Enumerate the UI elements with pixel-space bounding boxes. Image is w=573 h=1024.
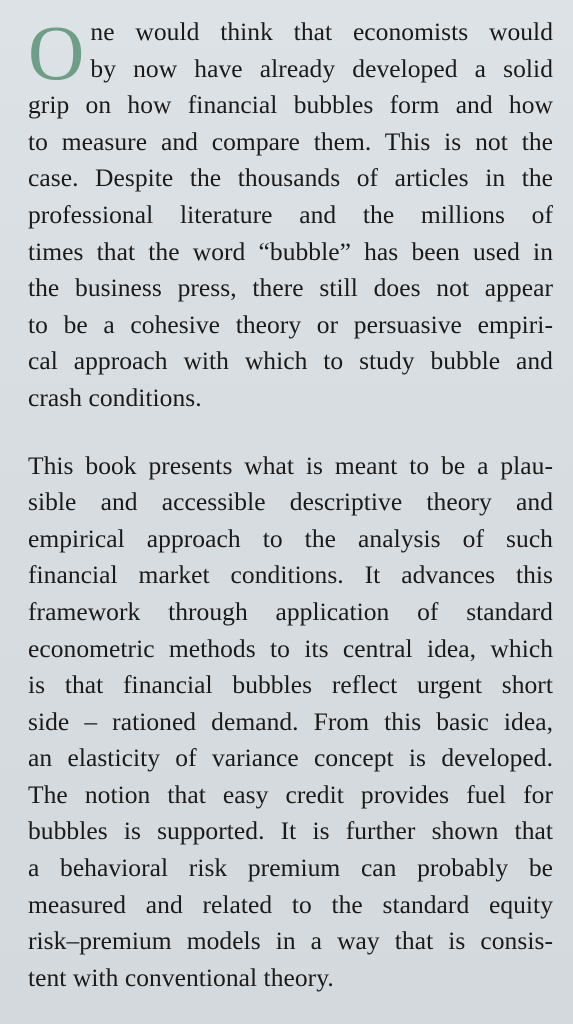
text-line: to be a cohesive theory or persuasive empiri- (28, 309, 553, 339)
text-line: cal approach with which to study bubble and (28, 346, 553, 376)
drop-cap-letter: O (28, 9, 85, 96)
text-line: professional literature and the millions of (28, 199, 553, 229)
text-line: grip on how financial bubbles form and how (28, 90, 553, 120)
text-line: an elasticity of variance concept is developed. (28, 743, 553, 773)
text-line: The notion that easy credit provides fuel for (28, 779, 553, 809)
text-line: This book presents what is meant to be a plau- (28, 450, 553, 480)
text-line: case. Despite the thousands of articles in the (28, 163, 553, 193)
text-line: by now have already developed a solid (90, 53, 553, 83)
text-line: crash conditions. (28, 382, 202, 412)
text-line: empirical approach to the analysis of such (28, 523, 553, 553)
text-line: framework through application of standard (28, 596, 553, 626)
text-line: to measure and compare them. This is not the (28, 126, 553, 156)
paragraph-2 (28, 448, 553, 997)
text-line: is that financial bubbles reflect urgent short (28, 670, 553, 700)
text-line: the business press, there still does not appear (28, 273, 553, 303)
text-line: a behavioral risk premium can probably be (28, 853, 553, 883)
text-line: risk–premium models in a way that is consis- (28, 926, 553, 956)
text-line: financial market conditions. It advances this (28, 560, 553, 590)
text-line: sible and accessible descriptive theory and (28, 487, 553, 517)
text-line: measured and related to the standard equity (28, 889, 553, 919)
paragraph-1 (28, 9, 553, 417)
text-line: econometric methods to its central idea, which (28, 633, 553, 663)
text-line: tent with conventional theory. (28, 962, 334, 992)
text-line: ne would think that economists would (90, 17, 553, 46)
text-line: times that the word “bubble” has been used in (28, 236, 553, 266)
text-line: side – rationed demand. From this basic idea, (28, 706, 553, 736)
text-line: bubbles is supported. It is further shown that (28, 816, 553, 846)
